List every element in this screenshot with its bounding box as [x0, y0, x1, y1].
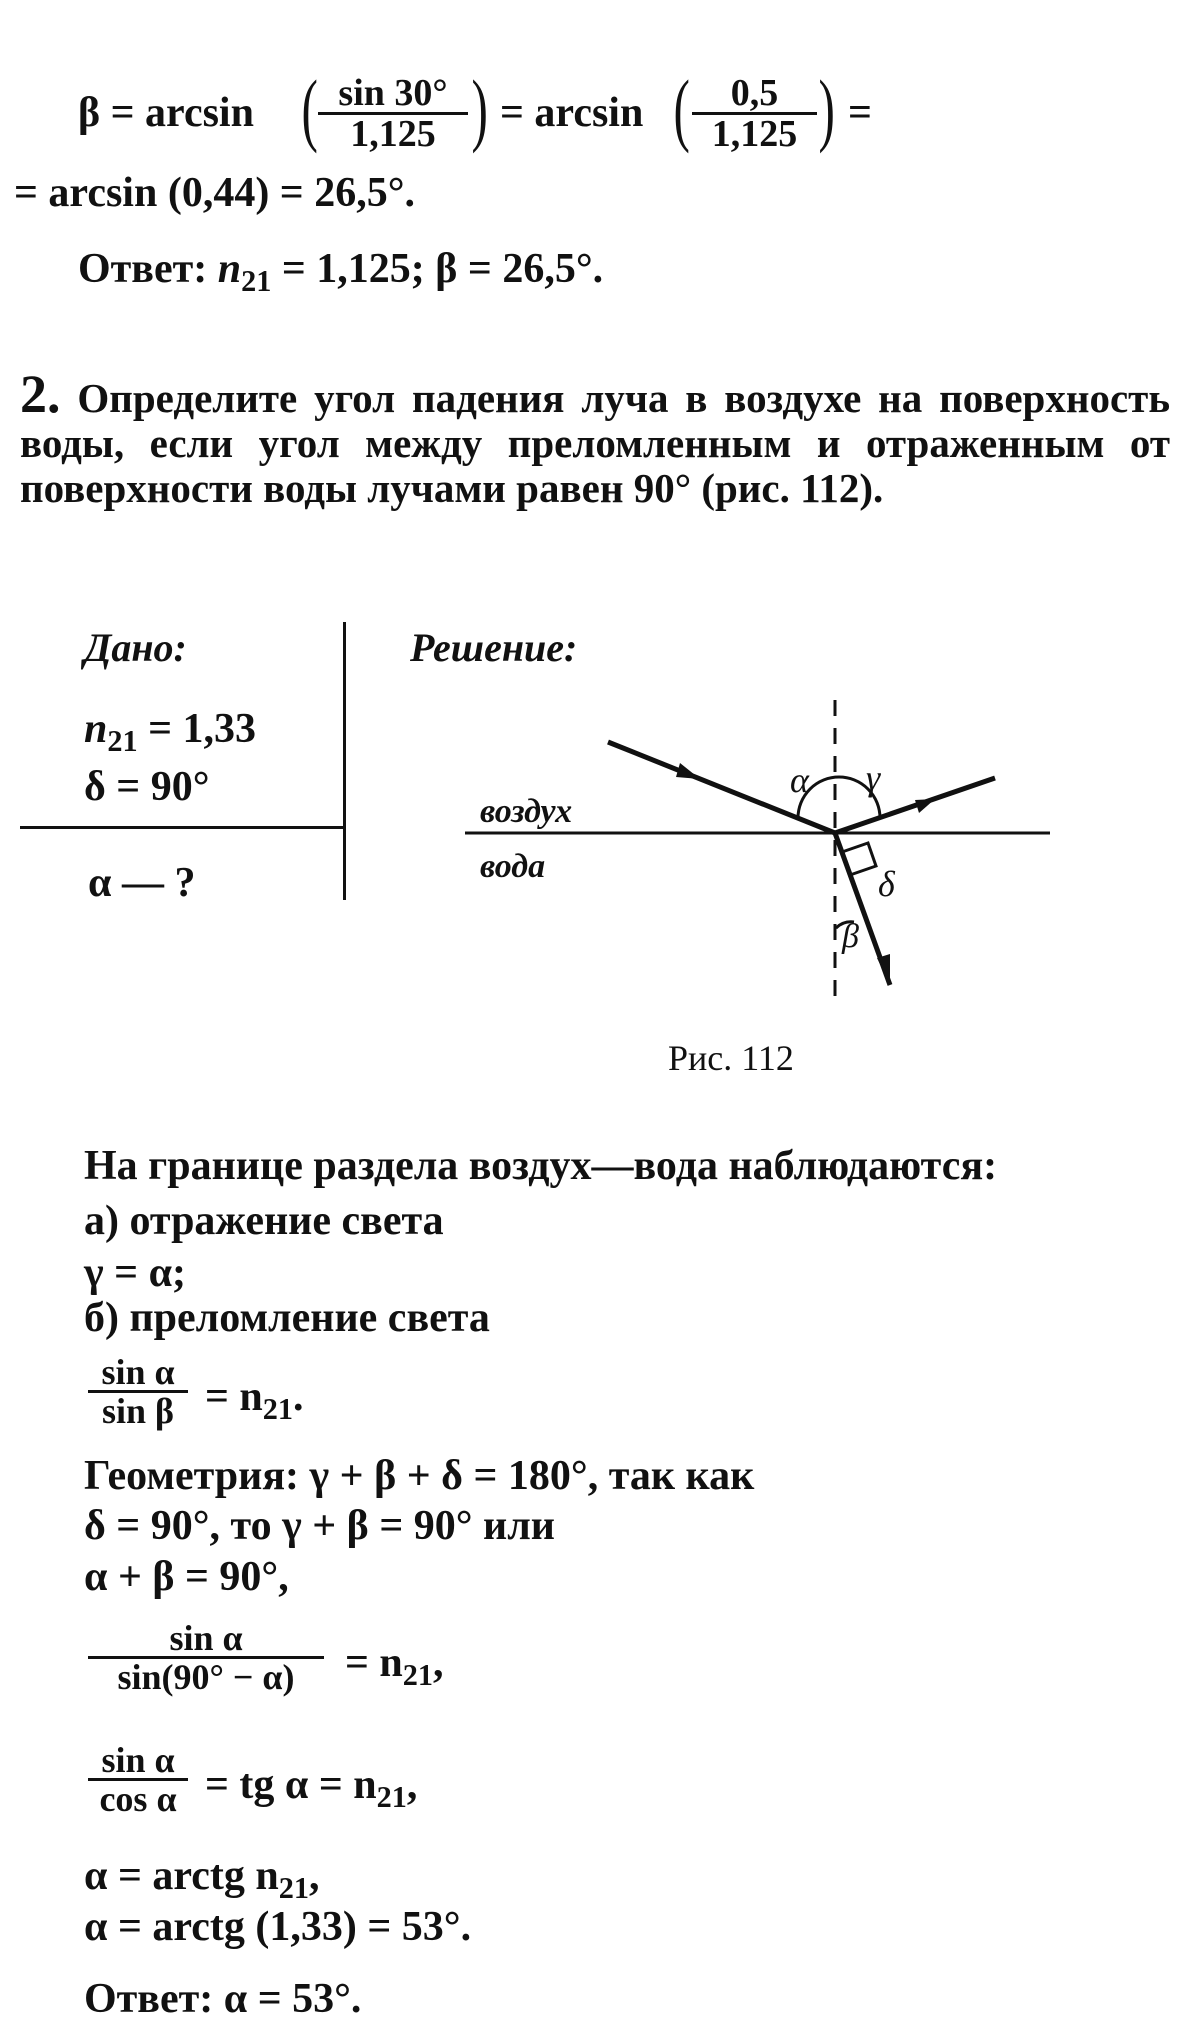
arctg-punct: ,: [308, 1853, 320, 1899]
solution-line-3: γ = α;: [84, 1250, 187, 1296]
arctg-subscript: 21: [278, 1871, 309, 1906]
beta-expression: β = arcsin: [78, 90, 254, 136]
label-delta: δ: [878, 864, 895, 904]
given-delta: δ = 90°: [84, 764, 210, 810]
label-beta: β: [842, 918, 859, 955]
fraction-denominator: sin(90° − α): [88, 1656, 324, 1695]
paren-right: ): [471, 63, 488, 154]
fraction-numerator: sin α: [101, 1740, 175, 1780]
incident-arrow: [676, 763, 700, 779]
rhs-text: = tg α = n: [205, 1762, 377, 1808]
solution-line-7: α + β = 90°,: [84, 1554, 289, 1600]
fraction-denominator: sin β: [88, 1390, 188, 1429]
problem-number: 2.: [20, 364, 61, 424]
figure-caption: Рис. 112: [668, 1038, 794, 1078]
rhs-punct: .: [293, 1374, 304, 1420]
n-symbol: n: [84, 706, 108, 752]
n-value: = 1,33: [137, 706, 257, 752]
reflected-arrow: [915, 799, 935, 813]
rhs-subscript: 21: [262, 1392, 294, 1427]
solution-line-8: [84, 1853, 320, 1906]
rhs-text: = n: [205, 1374, 263, 1420]
solution-line-1: На границе раздела воздух—вода наблюдаются:: [84, 1143, 998, 1189]
sin90-rhs: [345, 1640, 444, 1693]
answer-label: Ответ:: [78, 246, 208, 292]
reflected-ray: [835, 778, 995, 833]
label-air: воздух: [480, 793, 573, 830]
rhs-text: = n: [345, 1640, 403, 1686]
solution-line-2: а) отражение света: [84, 1198, 444, 1244]
solution-line-5: Геометрия: γ + β + δ = 180°, так как: [84, 1453, 755, 1499]
snell-rhs: [205, 1374, 304, 1427]
fraction-sina-sinb: [88, 1354, 188, 1429]
rhs-punct: ,: [406, 1762, 418, 1808]
arcsin-mid: = arcsin: [500, 90, 644, 136]
equals-sign: =: [848, 90, 872, 136]
fraction-denominator: 1,125: [692, 112, 817, 153]
paren-left: (: [301, 63, 318, 154]
answer-values: = 1,125; β = 26,5°.: [271, 246, 604, 292]
n-subscript: 21: [107, 724, 138, 759]
solution-title: Решение:: [410, 625, 578, 670]
fraction-sin-over-sin90: [88, 1620, 324, 1695]
fraction-numerator: sin 30°: [338, 72, 448, 114]
arcsin-result-line: = arcsin (0,44) = 26,5°.: [14, 170, 416, 216]
solution-line-9: α = arctg (1,33) = 53°.: [84, 1904, 472, 1950]
rhs-subscript: 21: [402, 1658, 434, 1693]
label-gamma: γ: [866, 758, 881, 798]
rhs-subscript: 21: [376, 1780, 407, 1815]
solution-line-6: δ = 90°, то γ + β = 90° или: [84, 1503, 556, 1549]
rhs-punct: ,: [433, 1640, 444, 1686]
fraction-denominator: cos α: [88, 1778, 188, 1817]
answer-value: α = 53°.: [213, 1976, 362, 2022]
final-answer: [84, 1978, 361, 2020]
answer-n-symbol: n: [217, 246, 242, 292]
paren-right-2: ): [818, 63, 835, 154]
arctg-text: α = arctg n: [84, 1853, 279, 1899]
refracted-arrow: [877, 954, 890, 985]
given-title: Дано:: [84, 625, 187, 670]
label-water: вода: [480, 848, 546, 885]
problem-text: Определите угол падения луча в воздухе на поверхность воды, если угол между преломленным и отраженным от поверхности воды лучами равен 90° (рис. 112).: [20, 375, 1171, 511]
fraction-numerator: sin α: [169, 1618, 243, 1658]
fraction-sina-cosa: [88, 1742, 188, 1817]
fraction-numerator: sin α: [101, 1352, 175, 1392]
fraction-denominator: 1,125: [318, 112, 468, 153]
fraction-numerator: 0,5: [730, 72, 779, 114]
solution-line-4: б) преломление света: [84, 1295, 490, 1341]
tg-rhs: [205, 1762, 418, 1815]
find-alpha: α — ?: [88, 860, 196, 906]
label-alpha: α: [790, 760, 809, 800]
paren-left-2: (: [673, 63, 690, 154]
answer-n-subscript: 21: [241, 264, 272, 299]
answer-label: Ответ:: [84, 1976, 214, 2022]
